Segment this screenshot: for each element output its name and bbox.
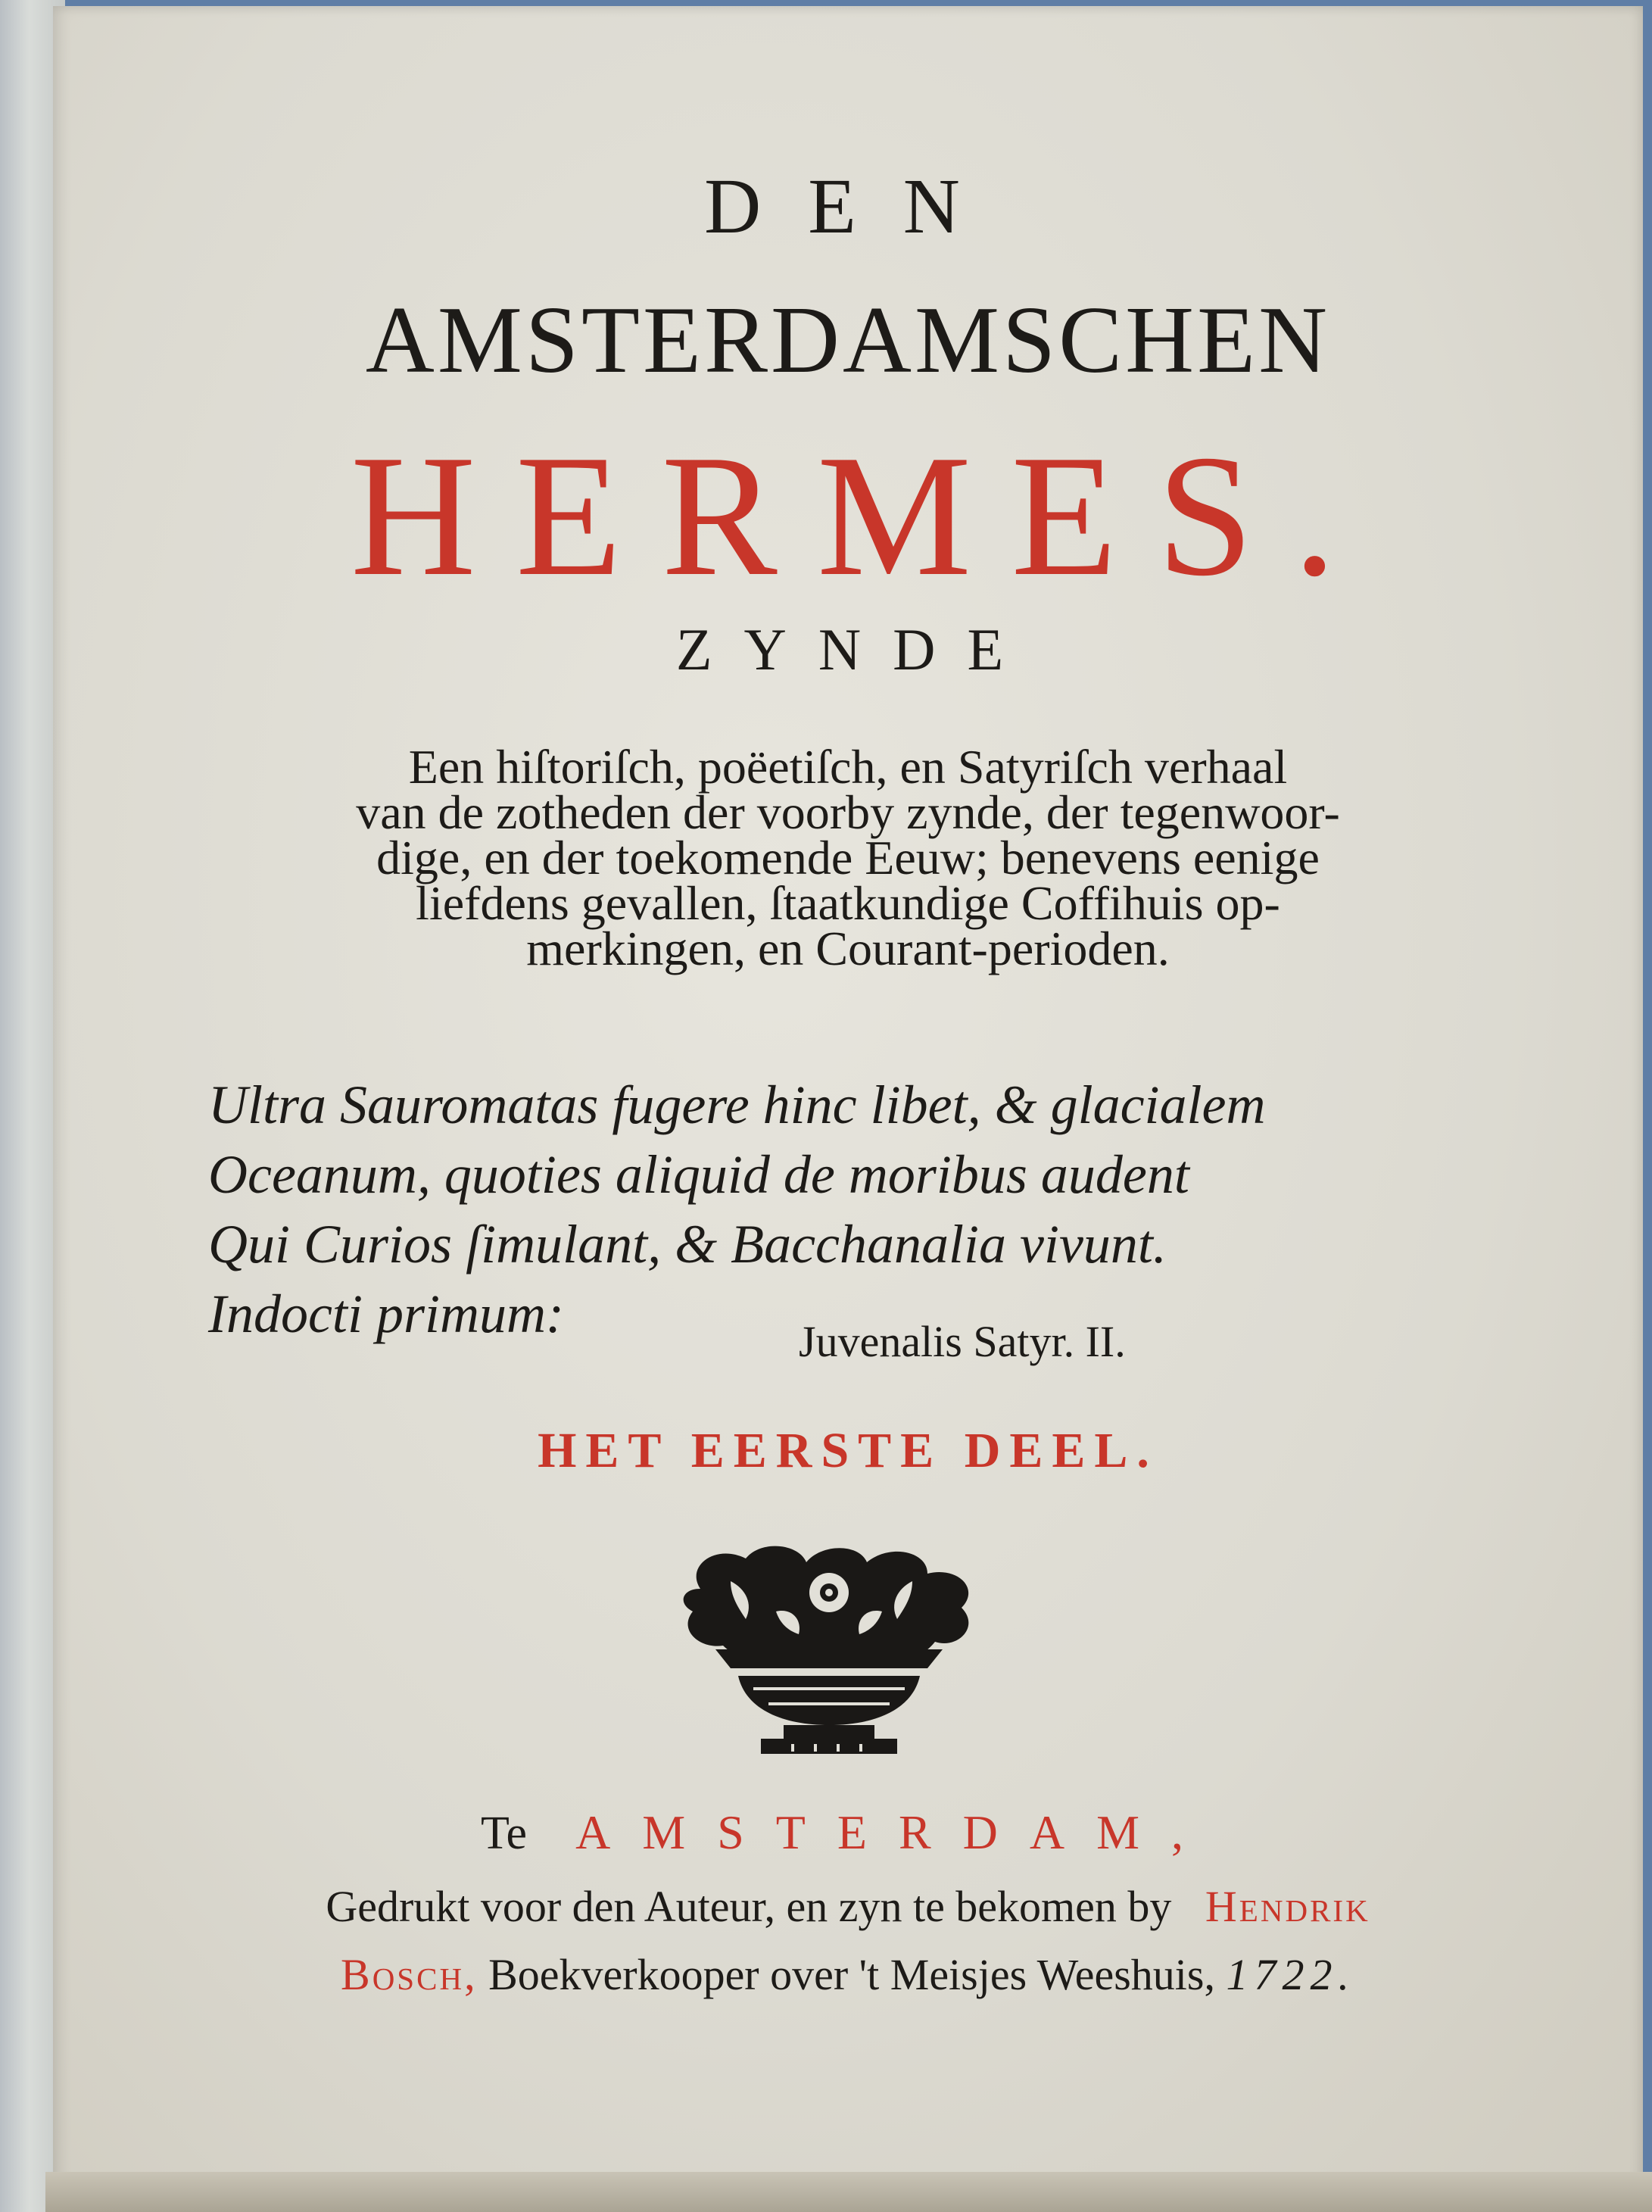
publisher-first-name: Hendrik (1205, 1882, 1370, 1931)
title-amsterdamschen: AMSTERDAMSCHEN (365, 288, 1331, 393)
imprint-printed-for: Gedrukt voor den Auteur, en zyn te bekomen by (326, 1882, 1172, 1931)
volume-label: HET EERSTE DEEL. (538, 1423, 1158, 1478)
imprint-text (53, 1873, 1643, 2009)
description-line: Een hiſtoriſch, poëetiſch, en Satyriſch verhaal (408, 740, 1288, 794)
flower-basket-woodcut-icon (670, 1536, 988, 1763)
page-bottom-edge (45, 2172, 1652, 2212)
description-line: dige, en der toekomende Eeuw; benevens eenige (376, 831, 1320, 884)
epigraph-line: Indocti primum: (208, 1284, 564, 1344)
imprint-line-2 (53, 1941, 1643, 2009)
imprint-city-line (53, 1805, 1643, 1861)
imprint-line-1 (53, 1873, 1643, 1941)
description-line: van de zotheden der voorby zynde, der tegenwoor- (356, 785, 1340, 839)
epigraph-line: Ultra Sauromatas fugere hinc libet, & glacialem (208, 1075, 1266, 1135)
epigraph-attribution: Juvenalis Satyr. II. (799, 1317, 1126, 1366)
description-line: liefdens gevallen, ſtaatkundige Coffihuis op- (416, 876, 1280, 930)
title-hermes: HERMES. (350, 419, 1376, 612)
publisher-address: Boekverkooper over 't Meisjes Weeshuis, (488, 1950, 1215, 1999)
publisher-last-name: Bosch, (341, 1950, 478, 1999)
imprint-te: Te (481, 1808, 528, 1859)
description-paragraph (53, 740, 1643, 975)
publication-year: 1722. (1226, 1950, 1355, 1999)
title-den: DEN (704, 163, 1007, 250)
epigraph-line: Oceanum, quoties aliquid de moribus audent (208, 1144, 1189, 1205)
description-line: merkingen, en Courant-perioden. (526, 922, 1170, 975)
epigraph-line: Qui Curios ſimulant, & Bacchanalia vivunt. (208, 1214, 1167, 1274)
latin-epigraph (208, 1070, 1266, 1349)
imprint-city: AMSTERDAM, (575, 1805, 1215, 1859)
subtitle-zynde: ZYNDE (675, 616, 1036, 682)
title-page (53, 6, 1643, 2187)
